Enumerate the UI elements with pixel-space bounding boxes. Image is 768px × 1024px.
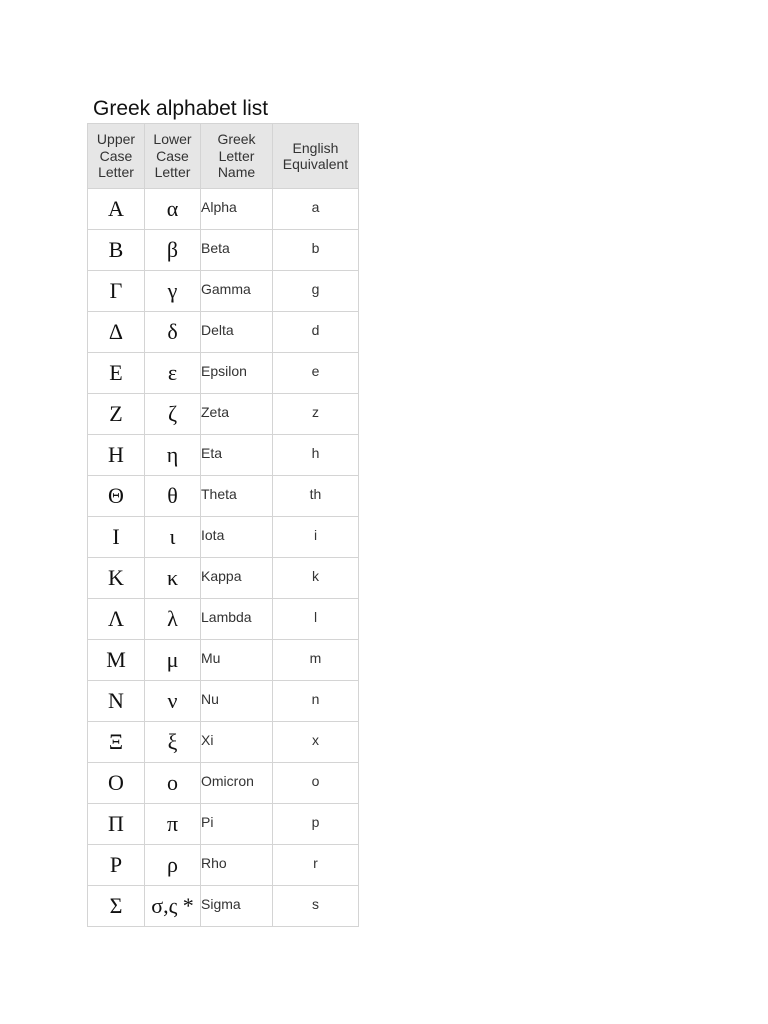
lower-case-letter-cell	[145, 681, 201, 722]
letter-name-cell	[201, 435, 273, 476]
english-equivalent-cell	[273, 312, 359, 353]
english-equivalent: x	[312, 732, 319, 748]
lower-case-letter-cell	[145, 271, 201, 312]
upper-case-letter: Λ	[108, 606, 124, 631]
english-equivalent-cell	[273, 763, 359, 804]
upper-case-letter: Θ	[108, 483, 124, 508]
english-equivalent: a	[311, 199, 320, 215]
letter-name: Delta	[201, 322, 234, 338]
lower-case-letter: θ	[167, 483, 178, 508]
english-equivalent: b	[311, 240, 320, 256]
table-row	[88, 435, 359, 476]
lower-case-letter: λ	[167, 606, 178, 631]
english-equivalent-cell	[273, 353, 359, 394]
upper-case-letter: Μ	[106, 647, 126, 672]
letter-name: Eta	[201, 445, 223, 461]
upper-case-letter: Ζ	[109, 401, 123, 426]
letter-name: Beta	[201, 240, 230, 256]
letter-name: Nu	[201, 691, 219, 707]
letter-name-cell	[201, 558, 273, 599]
table-row	[88, 599, 359, 640]
english-equivalent: s	[312, 896, 319, 912]
table-row	[88, 476, 359, 517]
lower-case-letter: σ,ς *	[151, 893, 194, 918]
upper-case-letter-cell	[88, 517, 145, 558]
english-equivalent: i	[313, 527, 318, 543]
upper-case-letter: Δ	[108, 319, 124, 344]
lower-case-letter: η	[166, 442, 179, 467]
letter-name: Theta	[201, 486, 237, 502]
english-equivalent: h	[311, 445, 320, 461]
upper-case-letter-cell	[88, 435, 145, 476]
letter-name-cell	[201, 763, 273, 804]
lower-case-letter: κ	[166, 565, 179, 590]
english-equivalent: m	[309, 650, 322, 666]
upper-case-letter: Β	[108, 237, 124, 262]
lower-case-letter-cell	[145, 517, 201, 558]
table-row	[88, 804, 359, 845]
page-title: Greek alphabet list	[93, 97, 269, 120]
english-equivalent: n	[311, 691, 320, 707]
english-equivalent-cell	[273, 804, 359, 845]
lower-case-letter-cell	[145, 312, 201, 353]
table-row	[88, 845, 359, 886]
upper-case-letter: Ε	[109, 360, 123, 385]
upper-case-letter: Σ	[109, 893, 123, 918]
lower-case-letter: β	[166, 237, 179, 262]
table-row	[88, 271, 359, 312]
english-equivalent-cell	[273, 230, 359, 271]
upper-case-letter: Η	[108, 442, 124, 467]
upper-case-letter-cell	[88, 845, 145, 886]
table-row	[88, 189, 359, 230]
upper-case-letter-cell	[88, 312, 145, 353]
lower-case-letter-cell	[145, 886, 201, 927]
upper-case-letter-cell	[88, 681, 145, 722]
letter-name: Kappa	[201, 568, 242, 584]
table-row	[88, 517, 359, 558]
lower-case-letter: ν	[167, 688, 178, 713]
letter-name: Epsilon	[201, 363, 247, 379]
lower-case-letter: μ	[166, 647, 179, 672]
english-equivalent: l	[313, 609, 318, 625]
lower-case-letter-cell	[145, 394, 201, 435]
letter-name: Rho	[201, 855, 227, 871]
english-equivalent-cell	[273, 640, 359, 681]
upper-case-letter-cell	[88, 640, 145, 681]
upper-case-letter-cell	[88, 722, 145, 763]
upper-case-letter-cell	[88, 763, 145, 804]
english-equivalent-cell	[273, 435, 359, 476]
letter-name-cell	[201, 476, 273, 517]
upper-case-letter: Γ	[109, 278, 123, 303]
letter-name: Zeta	[201, 404, 230, 420]
lower-case-letter: ρ	[167, 852, 178, 877]
lower-case-letter: ξ	[167, 729, 178, 754]
table-row	[88, 312, 359, 353]
upper-case-letter: Α	[108, 196, 124, 221]
header-lower-case: Lower Case Letter	[145, 124, 201, 189]
letter-name-cell	[201, 845, 273, 886]
letter-name: Mu	[201, 650, 221, 666]
upper-case-letter-cell	[88, 271, 145, 312]
letter-name: Lambda	[201, 609, 252, 625]
lower-case-letter-cell	[145, 435, 201, 476]
english-equivalent: e	[311, 363, 320, 379]
table-row	[88, 558, 359, 599]
lower-case-letter-cell	[145, 353, 201, 394]
letter-name-cell	[201, 189, 273, 230]
lower-case-letter: ι	[169, 524, 176, 549]
letter-name-cell	[201, 230, 273, 271]
lower-case-letter: π	[166, 811, 179, 836]
english-equivalent-cell	[273, 681, 359, 722]
table-row	[88, 394, 359, 435]
table-row	[88, 886, 359, 927]
english-equivalent-cell	[273, 476, 359, 517]
lower-case-letter-cell	[145, 763, 201, 804]
letter-name: Iota	[201, 527, 225, 543]
lower-case-letter: ε	[167, 360, 178, 385]
english-equivalent: d	[311, 322, 320, 338]
lower-case-letter: δ	[167, 319, 178, 344]
lower-case-letter: ο	[167, 770, 178, 795]
lower-case-letter-cell	[145, 599, 201, 640]
english-equivalent: th	[309, 486, 322, 502]
lower-case-letter-cell	[145, 558, 201, 599]
table-header-row	[88, 124, 359, 189]
english-equivalent-cell	[273, 886, 359, 927]
english-equivalent-cell	[273, 271, 359, 312]
lower-case-letter-cell	[145, 640, 201, 681]
letter-name: Alpha	[201, 199, 237, 215]
english-equivalent: o	[311, 773, 320, 789]
english-equivalent: k	[312, 568, 319, 584]
table-row	[88, 640, 359, 681]
header-letter-name: Greek Letter Name	[201, 124, 273, 189]
table-row	[88, 722, 359, 763]
lower-case-letter-cell	[145, 189, 201, 230]
english-equivalent: r	[313, 855, 318, 871]
english-equivalent: z	[312, 404, 319, 420]
upper-case-letter: Ρ	[109, 852, 123, 877]
greek-alphabet-table	[87, 123, 359, 927]
english-equivalent-cell	[273, 394, 359, 435]
table-row	[88, 353, 359, 394]
upper-case-letter: Π	[108, 811, 124, 836]
letter-name-cell	[201, 886, 273, 927]
english-equivalent-cell	[273, 722, 359, 763]
header-upper-case: Upper Case Letter	[88, 124, 145, 189]
upper-case-letter-cell	[88, 476, 145, 517]
lower-case-letter-cell	[145, 722, 201, 763]
upper-case-letter-cell	[88, 353, 145, 394]
upper-case-letter: Κ	[108, 565, 124, 590]
letter-name-cell	[201, 599, 273, 640]
letter-name: Omicron	[201, 773, 254, 789]
table-row	[88, 681, 359, 722]
upper-case-letter: Ι	[112, 524, 120, 549]
letter-name: Pi	[201, 814, 214, 830]
upper-case-letter-cell	[88, 394, 145, 435]
upper-case-letter-cell	[88, 558, 145, 599]
letter-name-cell	[201, 517, 273, 558]
lower-case-letter-cell	[145, 476, 201, 517]
letter-name-cell	[201, 804, 273, 845]
header-english-equivalent: English Equivalent	[273, 124, 359, 189]
letter-name-cell	[201, 271, 273, 312]
english-equivalent-cell	[273, 845, 359, 886]
upper-case-letter-cell	[88, 230, 145, 271]
table-row	[88, 230, 359, 271]
english-equivalent: p	[311, 814, 320, 830]
letter-name-cell	[201, 353, 273, 394]
lower-case-letter-cell	[145, 230, 201, 271]
upper-case-letter-cell	[88, 599, 145, 640]
lower-case-letter-cell	[145, 845, 201, 886]
lower-case-letter: γ	[167, 278, 178, 303]
upper-case-letter-cell	[88, 804, 145, 845]
letter-name-cell	[201, 312, 273, 353]
english-equivalent-cell	[273, 517, 359, 558]
lower-case-letter: ζ	[167, 401, 178, 426]
upper-case-letter-cell	[88, 886, 145, 927]
upper-case-letter: Ο	[108, 770, 124, 795]
english-equivalent-cell	[273, 558, 359, 599]
letter-name-cell	[201, 640, 273, 681]
letter-name: Sigma	[201, 896, 241, 912]
lower-case-letter-cell	[145, 804, 201, 845]
upper-case-letter: Ξ	[108, 729, 124, 754]
lower-case-letter: α	[166, 196, 179, 221]
upper-case-letter-cell	[88, 189, 145, 230]
letter-name-cell	[201, 681, 273, 722]
table-row	[88, 763, 359, 804]
english-equivalent: g	[311, 281, 320, 297]
letter-name-cell	[201, 722, 273, 763]
upper-case-letter: Ν	[108, 688, 124, 713]
letter-name-cell	[201, 394, 273, 435]
english-equivalent-cell	[273, 599, 359, 640]
english-equivalent-cell	[273, 189, 359, 230]
letter-name: Xi	[201, 732, 214, 748]
letter-name: Gamma	[201, 281, 251, 297]
